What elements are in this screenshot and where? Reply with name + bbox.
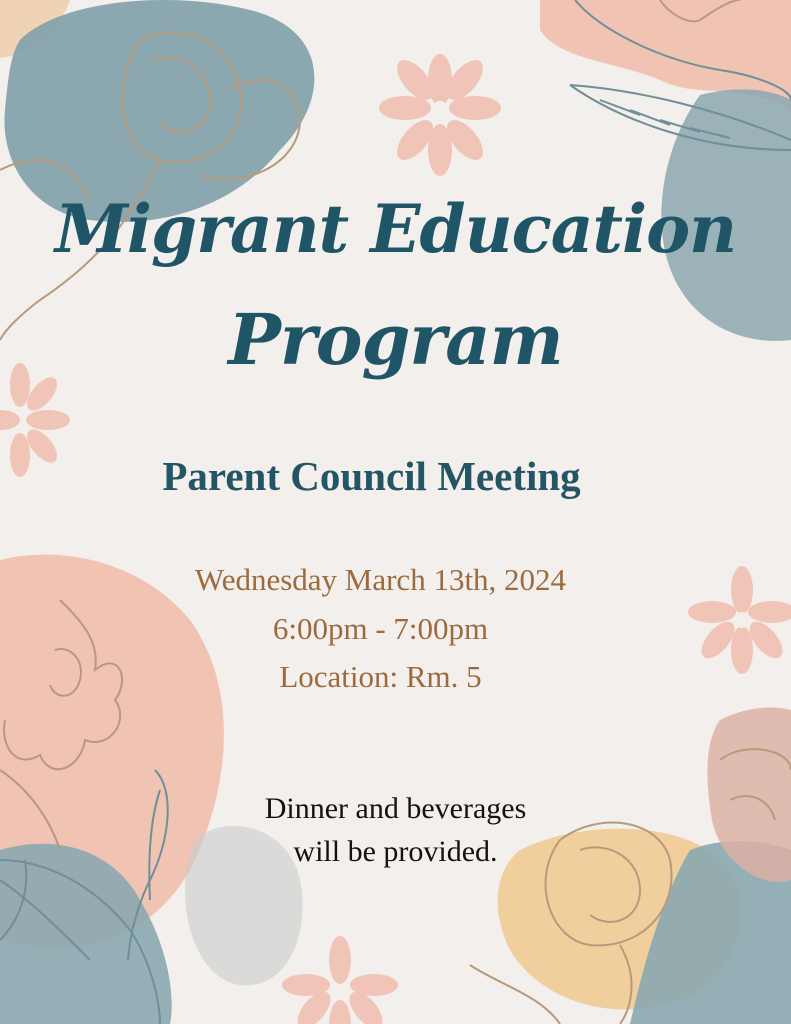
dinner-note-line-1: Dinner and beverages <box>264 792 527 825</box>
dinner-note-line-2: will be provided. <box>293 835 498 868</box>
meeting-location: Location: Rm. 5 <box>279 659 482 694</box>
meeting-subtitle: Parent Council Meeting <box>162 453 581 499</box>
meeting-time: 6:00pm - 7:00pm <box>272 611 489 646</box>
meeting-date: Wednesday March 13th, 2024 <box>194 562 567 597</box>
title-line-1: Migrant Education <box>54 190 737 268</box>
title-line-2: Program <box>228 298 563 381</box>
daisy-bottom <box>282 936 398 1024</box>
